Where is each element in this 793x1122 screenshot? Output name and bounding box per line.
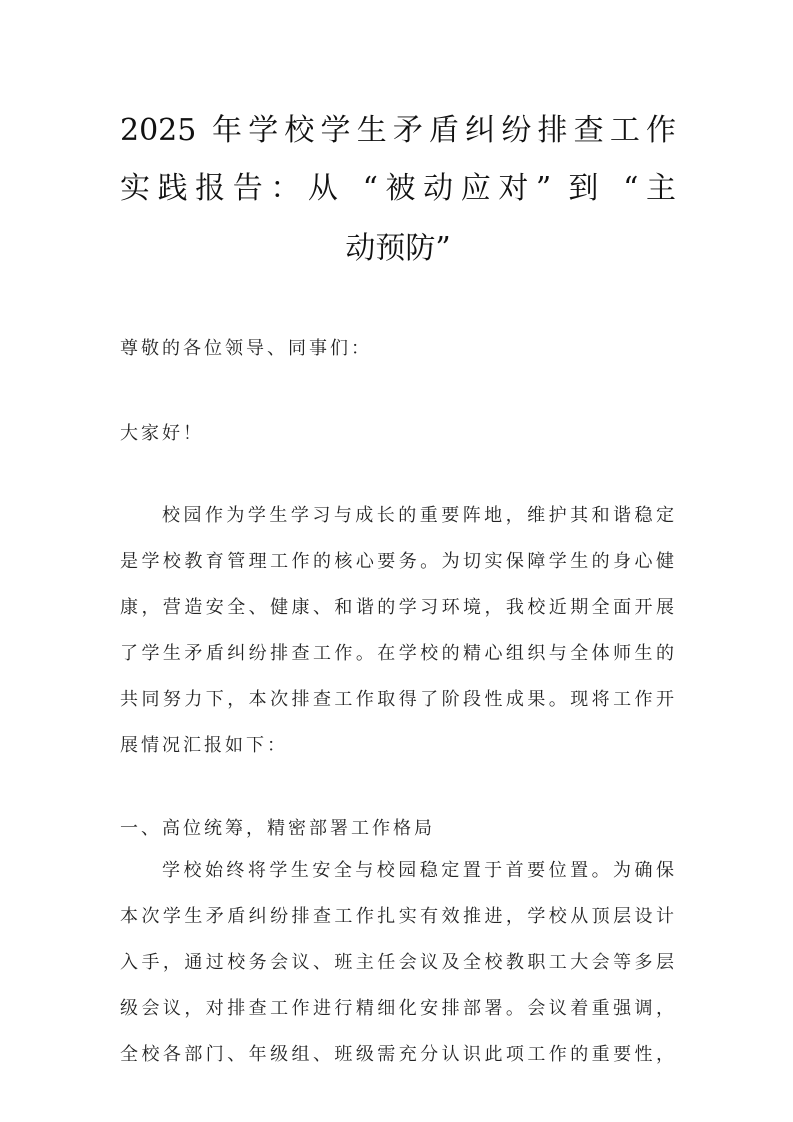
title-line-1: 2025 年学校学生矛盾纠纷排查工作 <box>120 113 676 148</box>
section-line-4: 级会议，对排查工作进行精细化安排部署。会议着重强调， <box>120 998 677 1019</box>
section-line-3: 入手，通过校务会议、班主任会议及全校教职工大会等多层 <box>120 952 677 973</box>
section-line-1: 学校始终将学生安全与校园稳定置于首要位置。为确保 <box>162 860 677 881</box>
section-line-2: 本次学生矛盾纠纷排查工作扎实有效推进，学校从顶层设计 <box>120 906 677 927</box>
title-line-3: 动预防” <box>345 231 451 266</box>
intro-line-4: 了学生矛盾纠纷排查工作。在学校的精心组织与全体师生的 <box>120 643 677 664</box>
intro-line-2: 是学校教育管理工作的核心要务。为切实保障学生的身心健 <box>120 551 677 572</box>
greeting: 大家好！ <box>120 423 204 444</box>
section-heading: 一、高位统筹，精密部署工作格局 <box>120 818 435 839</box>
intro-line-3: 康，营造安全、健康、和谐的学习环境，我校近期全面开展 <box>120 597 677 618</box>
intro-line-6: 展情况汇报如下： <box>120 735 288 756</box>
salutation: 尊敬的各位领导、同事们： <box>120 338 372 359</box>
intro-line-1: 校园作为学生学习与成长的重要阵地，维护其和谐稳定 <box>162 505 677 526</box>
section-line-5: 全校各部门、年级组、班级需充分认识此项工作的重要性， <box>120 1044 677 1065</box>
intro-line-5: 共同努力下，本次排查工作取得了阶段性成果。现将工作开 <box>120 689 677 710</box>
title-line-2: 实践报告：从 “被动应对” 到 “主 <box>120 171 676 206</box>
